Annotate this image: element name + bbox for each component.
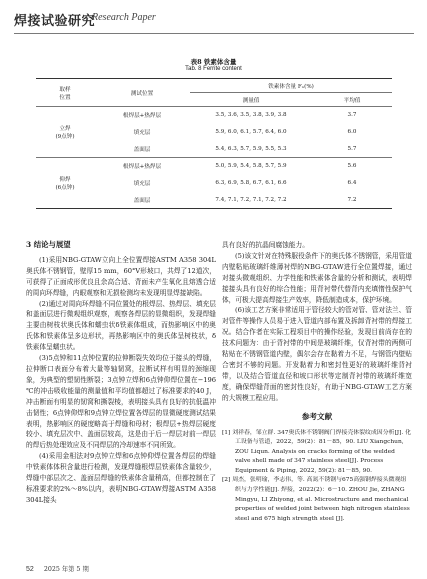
paragraph: (2)通过对周向环焊缝不同位置处的根焊层、热焊层、填充层和盖面层进行微观组织观察，观察各焊层的显微组织，发现焊缝主要由树枝状奥氏体和蠕虫状δ铁素体组成，而热影响区中的奥氏体和铁素体呈多边形状，再热影响区中的奥氏体呈树枝状，δ铁素体呈蠕虫状。 (26, 299, 216, 352)
paragraph: (1)采用NBG-GTAW立向上全位置焊接ASTM A358 304L奥氏体不锈钢管，壁厚15 mm，60°V形坡口，共焊了12道次，可获得了正面成形优良且余高合适、背面未产生氧化且熔透合适的周向环焊缝，内眼观察和无损检测均未发现明显焊接缺陷。 (26, 255, 216, 297)
row-measured: 5.0, 5.9, 5.4, 5.8, 5.7, 5.9 (190, 158, 312, 175)
row-measured: 5.9, 6.0, 6.1, 5.7, 6.4, 6.0 (215, 129, 287, 135)
reference-item: [2] 周杰，张明瑜，李志伟，等. 高氮不锈钢与675高强钢焊接头微观组织与力学性能[J]. 焊接，2022(2)：6－10. ZHOU Jie, ZHANG Mingyu, LI Zhiyong, et al. Microstructure and mechanical properties of welded joint between high nitrogen stainless steel and 675 high strength steel [J]. (222, 477, 410, 522)
row-area: 盖面层 (94, 192, 190, 209)
page-footer (26, 564, 89, 573)
row-measured: 5.4, 6.3, 5.7, 5.9, 5.5, 5.3 (215, 145, 287, 152)
paragraph: (6)该工艺方案非常适用于管径较大的管对管、管对法兰、管对管件等操作人员易于进入管道内部布置及拆卸背衬带的焊接工况。结合作者在实际工程项目中的操作经验，发现目前尚存在的技术问题为：由于背衬带的中间是玻璃纤维，仅背衬带的两侧可粘贴在不锈钢管道内壁，偶尔会存在黏着力不足，与钢管内壁贴合密封不够的问题。开发黏着力和密封性更好的玻璃纤维背衬带，以及结合管道直径和坡口形状等定制背衬带的玻璃纤维宽度，确保焊缝背面的密封性良好，有助于NBG-GTAW工艺方案的大规模工程应用。 (222, 306, 412, 402)
journal-header (14, 10, 414, 32)
row-measured: 3.5, 3.6, 3.5, 3.8, 3.9, 3.8 (215, 112, 287, 119)
header-area: 测试位置 (94, 79, 190, 107)
references-title: 参考文献 (301, 411, 333, 421)
row-area: 根焊层+热焊层 (94, 158, 190, 175)
row-average: 6.4 (347, 180, 357, 186)
reference-item: [1] 刘祥春，邹立群. 347奥氏体不锈钢阀门焊接壳体裂纹成因分析[J]. 化工设备与管道，2022，59(2)：81－85，90. LIU Xiangchun, ZOU Liqun. Analysis on cracks forming of the welded valve shell made of 347 stainless steel[J]. Process Equipment & Piping, 2022, 59(2): 81－85, 90. (222, 429, 412, 474)
row-average: 5.6 (312, 158, 392, 175)
row-average: 5.7 (347, 145, 357, 152)
header-measured: 测量值 (190, 93, 312, 107)
paragraph: 具有良好的抗晶间腐蚀能力。 (222, 241, 309, 249)
journal-brand-en: Research Paper (92, 12, 156, 23)
row-average: 3.7 (347, 112, 357, 119)
header-position: 取样 位置 (36, 79, 94, 107)
row-area: 填充层 (133, 130, 151, 136)
page-number: 52 (26, 566, 34, 573)
row-area: 根焊层+热焊层 (122, 113, 162, 120)
row-measured: 7.4, 7.1, 7.2, 7.1, 7.2, 7.2 (190, 192, 312, 209)
row-area: 填充层 (133, 181, 151, 187)
header-ferrite: 铁素体含量 Fₙ(%) (190, 79, 392, 93)
paragraph: (3)5点钟和11点钟位置的拉伸断裂失效均位于接头的焊缝，拉伸断口表面分布着大量等轴韧窝，拉断试样有明显的颈缩现象，为典型的塑韧性断裂；3点钟立焊和6点钟仰焊位置在−196 ℃的冲击吸收能量的测量值和平均值都超过了标准要求的40 J，冲击断面有明显的韧窝和撕裂棱，表明接头具有良好的抗低温冲击韧性；6点钟仰焊和9点钟立焊位置各焊层的显微硬度测试结果表明，热影响区的硬度略高于焊缝和母材；根焊层+热焊层硬度较小、填充层次中、盖面层较高，这是由于后一焊层对前一焊层的焊后热处理效应及不同焊层的冷却速率不同所致。 (26, 354, 216, 450)
left-column (26, 240, 216, 506)
header-divider (14, 33, 414, 34)
table-caption-en: Tab. 8 Ferrite content (185, 66, 242, 72)
issue-info: 2025 年第 5 期 (43, 566, 89, 573)
ferrite-content-table (36, 78, 392, 209)
table-row (36, 107, 392, 124)
table-row (36, 158, 392, 175)
right-column (222, 240, 412, 524)
journal-brand-cn: 焊接试验研究 (14, 14, 96, 29)
paragraph: (5)该文针对在特殊服役条件下的奥氏体不锈钢管，采用管道内壁粘贴玻璃纤维薄衬焊的NBG-GTAW进行全位置焊接，通过对接头微观组织、力学性能和铁素体含量的分析和测试，表明焊接接头具有良好的综合性能；用背衬带代替背内充填惰性保护气体，可极大提高焊接生产效率，降低制造成本，保护环境。 (222, 251, 412, 304)
section-title: 3 结论与展望 (26, 240, 71, 249)
paragraph: (4)采用金相法对9点钟立焊和6点钟仰焊位置各焊层的焊缝中铁素体体积含量进行检测，发现焊缝根焊层铁素体含量较少，焊缝中部层次之、盖面层焊缝的铁素体含量稍高，但都控制在了标准要求的2%～8%以内，表明NBG-GTAW焊接ASTM A358 304L接头 (26, 452, 216, 504)
header-average: 平均值 (312, 93, 392, 107)
table-caption-cn: 表8 铁素体含量 (190, 58, 237, 66)
row-average: 7.2 (312, 192, 392, 209)
row-position: 仰焊 (6点钟) (36, 158, 94, 209)
row-position: 立焊 (9点钟) (55, 126, 75, 140)
row-measured: 6.3, 6.9, 5.8, 6.7, 6.1, 6.6 (215, 180, 287, 186)
row-average: 6.0 (347, 129, 357, 135)
row-area: 盖面层 (133, 146, 151, 153)
